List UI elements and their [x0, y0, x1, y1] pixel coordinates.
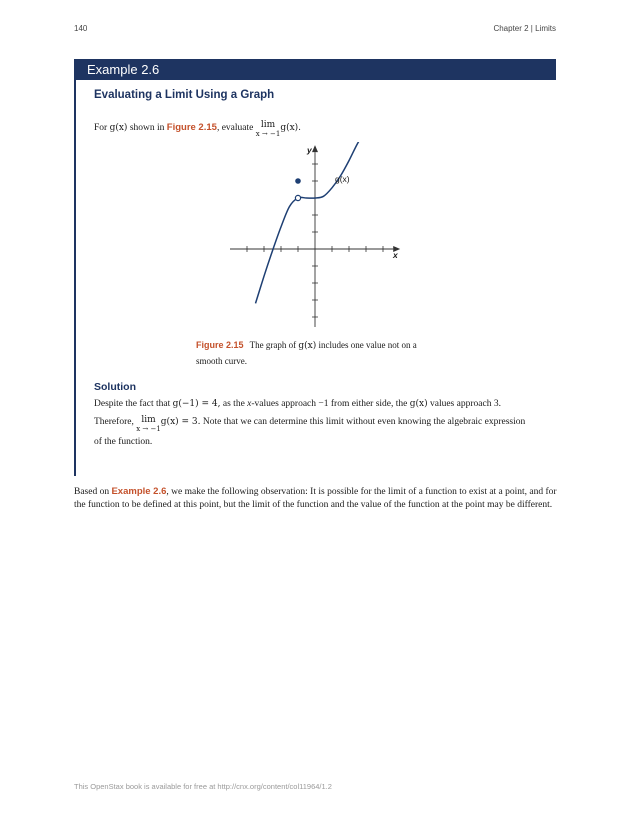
sol-l1-mid-b: -values approach −1 from either side, the: [251, 399, 408, 409]
sol-l2-math: g(x) = 3.: [160, 417, 201, 427]
open-point: [295, 195, 300, 200]
page-number: 140: [74, 24, 88, 33]
sol-l1-x: x: [247, 399, 252, 409]
sol-lim-word: lim: [141, 415, 156, 425]
example-title: Evaluating a Limit Using a Graph: [94, 89, 275, 101]
solution-line2: [94, 416, 554, 434]
solution-heading: Solution: [94, 381, 136, 393]
example-prompt: [94, 121, 301, 139]
sol-l2-post: Note that we can determine this limit without even knowing the algebraic expression: [202, 417, 526, 427]
sol-l1-math2: g(x): [409, 399, 428, 409]
sol-l1-mid-a: as the: [222, 399, 245, 409]
example-banner: [74, 59, 556, 80]
sol-l2-limit: [136, 416, 161, 434]
sol-lim-subscript: x → −1: [136, 425, 161, 433]
prompt-limit: [256, 121, 281, 139]
filled-point: [295, 178, 301, 184]
prompt-limit-expr: g(x).: [280, 123, 302, 133]
caption-pre: The graph of: [249, 340, 297, 350]
caption-post: includes one value not on a: [318, 340, 417, 350]
x-axis-label: x: [393, 250, 398, 260]
caption-line2: smooth curve.: [196, 356, 247, 366]
y-axis-label: y: [307, 145, 312, 155]
figure-caption: [196, 338, 436, 369]
body-pre: Based on: [74, 487, 110, 497]
caption-label: Figure 2.15: [196, 340, 244, 350]
sol-l1-math: g(−1) = 4,: [172, 399, 221, 409]
body-text: , we make the following observation: It is possible for the limit of a function to exist at a point, and for the function to be defined at this point, but the limit of the function and the value of the function at the point may be different.: [74, 487, 557, 510]
figure-graph: [225, 142, 415, 327]
chapter-header: Chapter 2 | Limits: [493, 24, 556, 33]
figure-link[interactable]: Figure 2.15: [166, 122, 217, 133]
lim-subscript: x → −1: [255, 130, 281, 138]
example-sidebar-rule: [74, 80, 76, 476]
prompt-for: For: [94, 123, 108, 133]
example-label: Example 2.6: [87, 62, 160, 77]
sol-l1-pre: Despite the fact that: [94, 399, 171, 409]
prompt-evaluate: , evaluate: [216, 123, 254, 133]
caption-math: g(x): [298, 341, 317, 351]
footer-note: This OpenStax book is available for free at http://cnx.org/content/col11964/1.2: [74, 782, 332, 791]
solution-line1: [94, 398, 544, 411]
body-paragraph: [74, 485, 558, 512]
sol-l2-pre: Therefore,: [94, 417, 134, 427]
prompt-func: g(x): [109, 123, 128, 133]
curve-label: g(x): [335, 174, 350, 184]
y-axis-arrow: [312, 145, 318, 152]
axes: [230, 145, 400, 327]
g-curve: [256, 142, 367, 303]
solution-line3: of the function.: [94, 437, 153, 447]
lim-word: lim: [260, 120, 276, 130]
prompt-shown-in: shown in: [129, 123, 165, 133]
sol-l1-post: values approach 3.: [429, 399, 501, 409]
example-link[interactable]: Example 2.6: [111, 486, 167, 497]
